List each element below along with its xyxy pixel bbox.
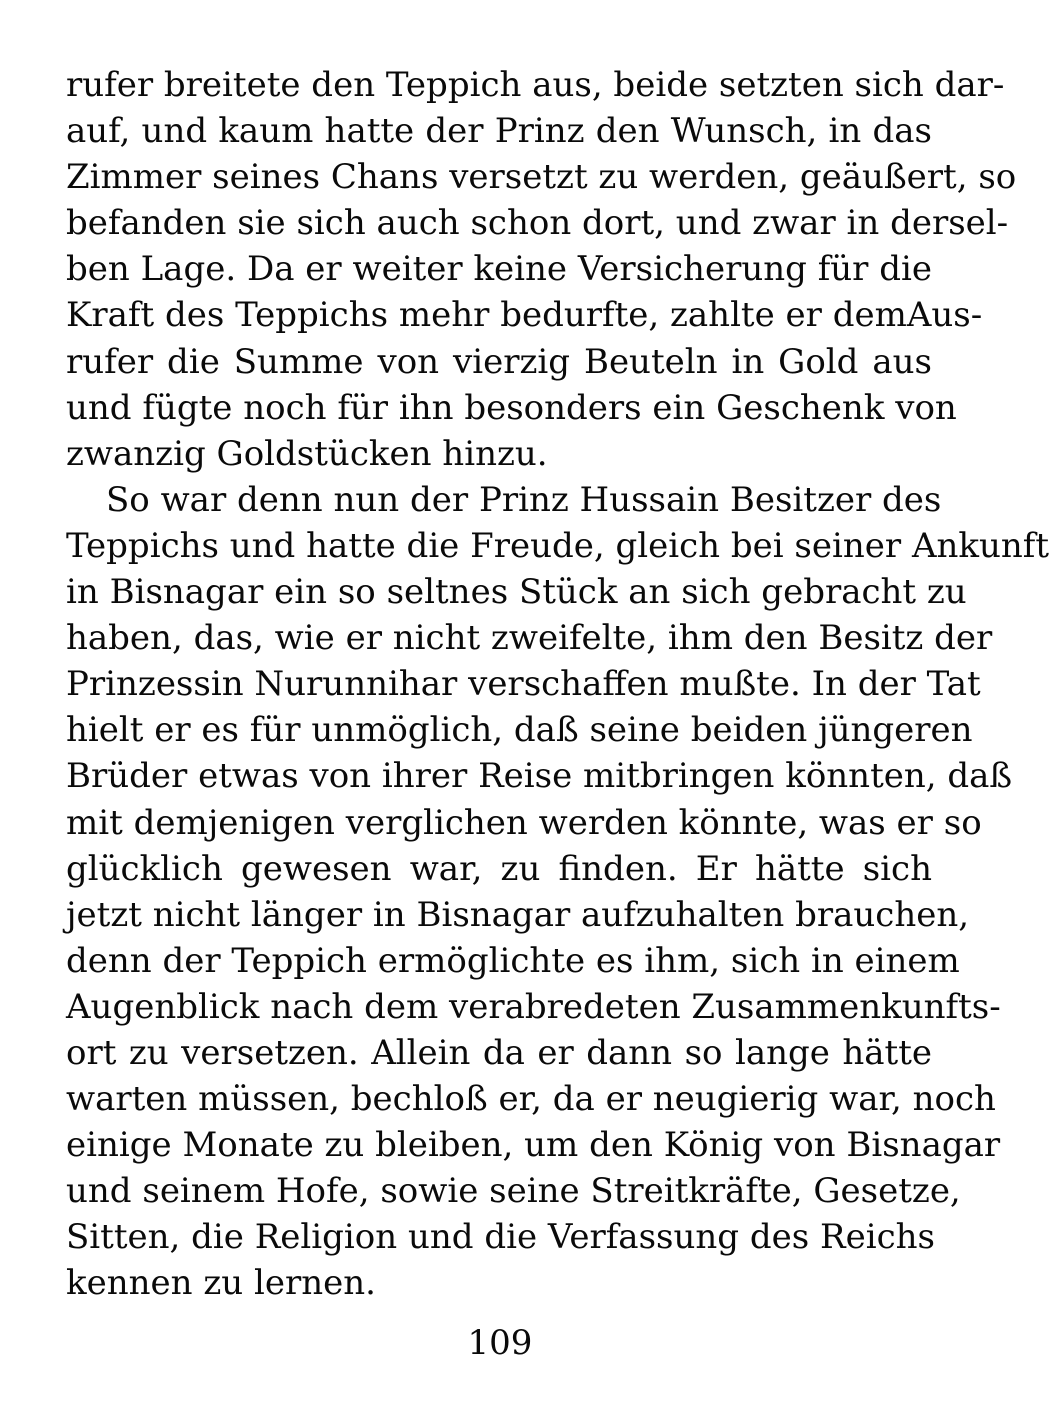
text-line: Brüder etwas von ihrer Reise mitbringen könnten, daß [66, 756, 1013, 797]
text-line: rufer breitete den Teppich aus, beide setzten sich dar- [66, 65, 1005, 105]
text-line: rufer die Summe von vierzig Beuteln in Gold aus [66, 341, 932, 382]
text-line: denn der Teppich ermöglichte es ihm, sich in einem [66, 940, 960, 981]
text-line: Augenblick nach dem verabredeten Zusammenkunfts- [66, 986, 1001, 1027]
text-line: jetzt nicht länger in Bisnagar aufzuhalten brauchen, [66, 894, 970, 935]
text-line: kennen zu lernen. [66, 1263, 376, 1304]
text-line: in Bisnagar ein so seltnes Stück an sich gebracht zu [66, 572, 967, 613]
text-line: Prinzessin Nurunnihar verschaffen mußte. In der Tat [66, 664, 981, 705]
text-line: Kraft des Teppichs mehr bedurfte, zahlte er demAus- [66, 295, 983, 336]
text-line: Teppichs und hatte die Freude, gleich bei seiner Ankunft [66, 525, 1049, 566]
text-line: einige Monate zu bleiben, um den König von Bisnagar [66, 1125, 1001, 1166]
text-line: So war denn nun der Prinz Hussain Besitzer des [106, 479, 942, 520]
body-text [66, 62, 1049, 1307]
text-line: befanden sie sich auch schon dort, und zwar in dersel- [66, 203, 1009, 244]
text-line: Sitten, die Religion und die Verfassung des Reichs [66, 1217, 935, 1258]
text-line: Zimmer seines Chans versetzt zu werden, geäußert, so [66, 157, 1017, 198]
text-line: hielt er es für unmöglich, daß seine beiden jüngeren [66, 710, 973, 751]
text-line: haben, das, wie er nicht zweifelte, ihm den Besitz der [66, 618, 993, 659]
text-line: auf, und kaum hatte der Prinz den Wunsch, in das [66, 111, 932, 152]
text-line: und fügte noch für ihn besonders ein Geschenk von [66, 387, 957, 428]
paragraph-1 [66, 62, 1017, 477]
text-line: zwanzig Goldstücken hinzu. [66, 433, 548, 474]
paragraph-2 [66, 477, 1049, 1307]
text-line: warten müssen, bechloß er, da er neugierig war, noch [66, 1079, 996, 1120]
text-line: ort zu versetzen. Allein da er dann so lange hätte [66, 1032, 932, 1073]
book-page [66, 62, 1049, 1416]
page-number: 109 [467, 1323, 533, 1363]
text-line: und seinem Hofe, sowie seine Streitkräfte, Gesetze, [66, 1171, 961, 1212]
text-line: ben Lage. Da er weiter keine Versicherung für die [66, 249, 932, 290]
text-line: mit demjenigen verglichen werden könnte, was er so [66, 802, 982, 843]
text-line: glücklich gewesen war, zu finden. Er hätte sich [66, 848, 932, 889]
